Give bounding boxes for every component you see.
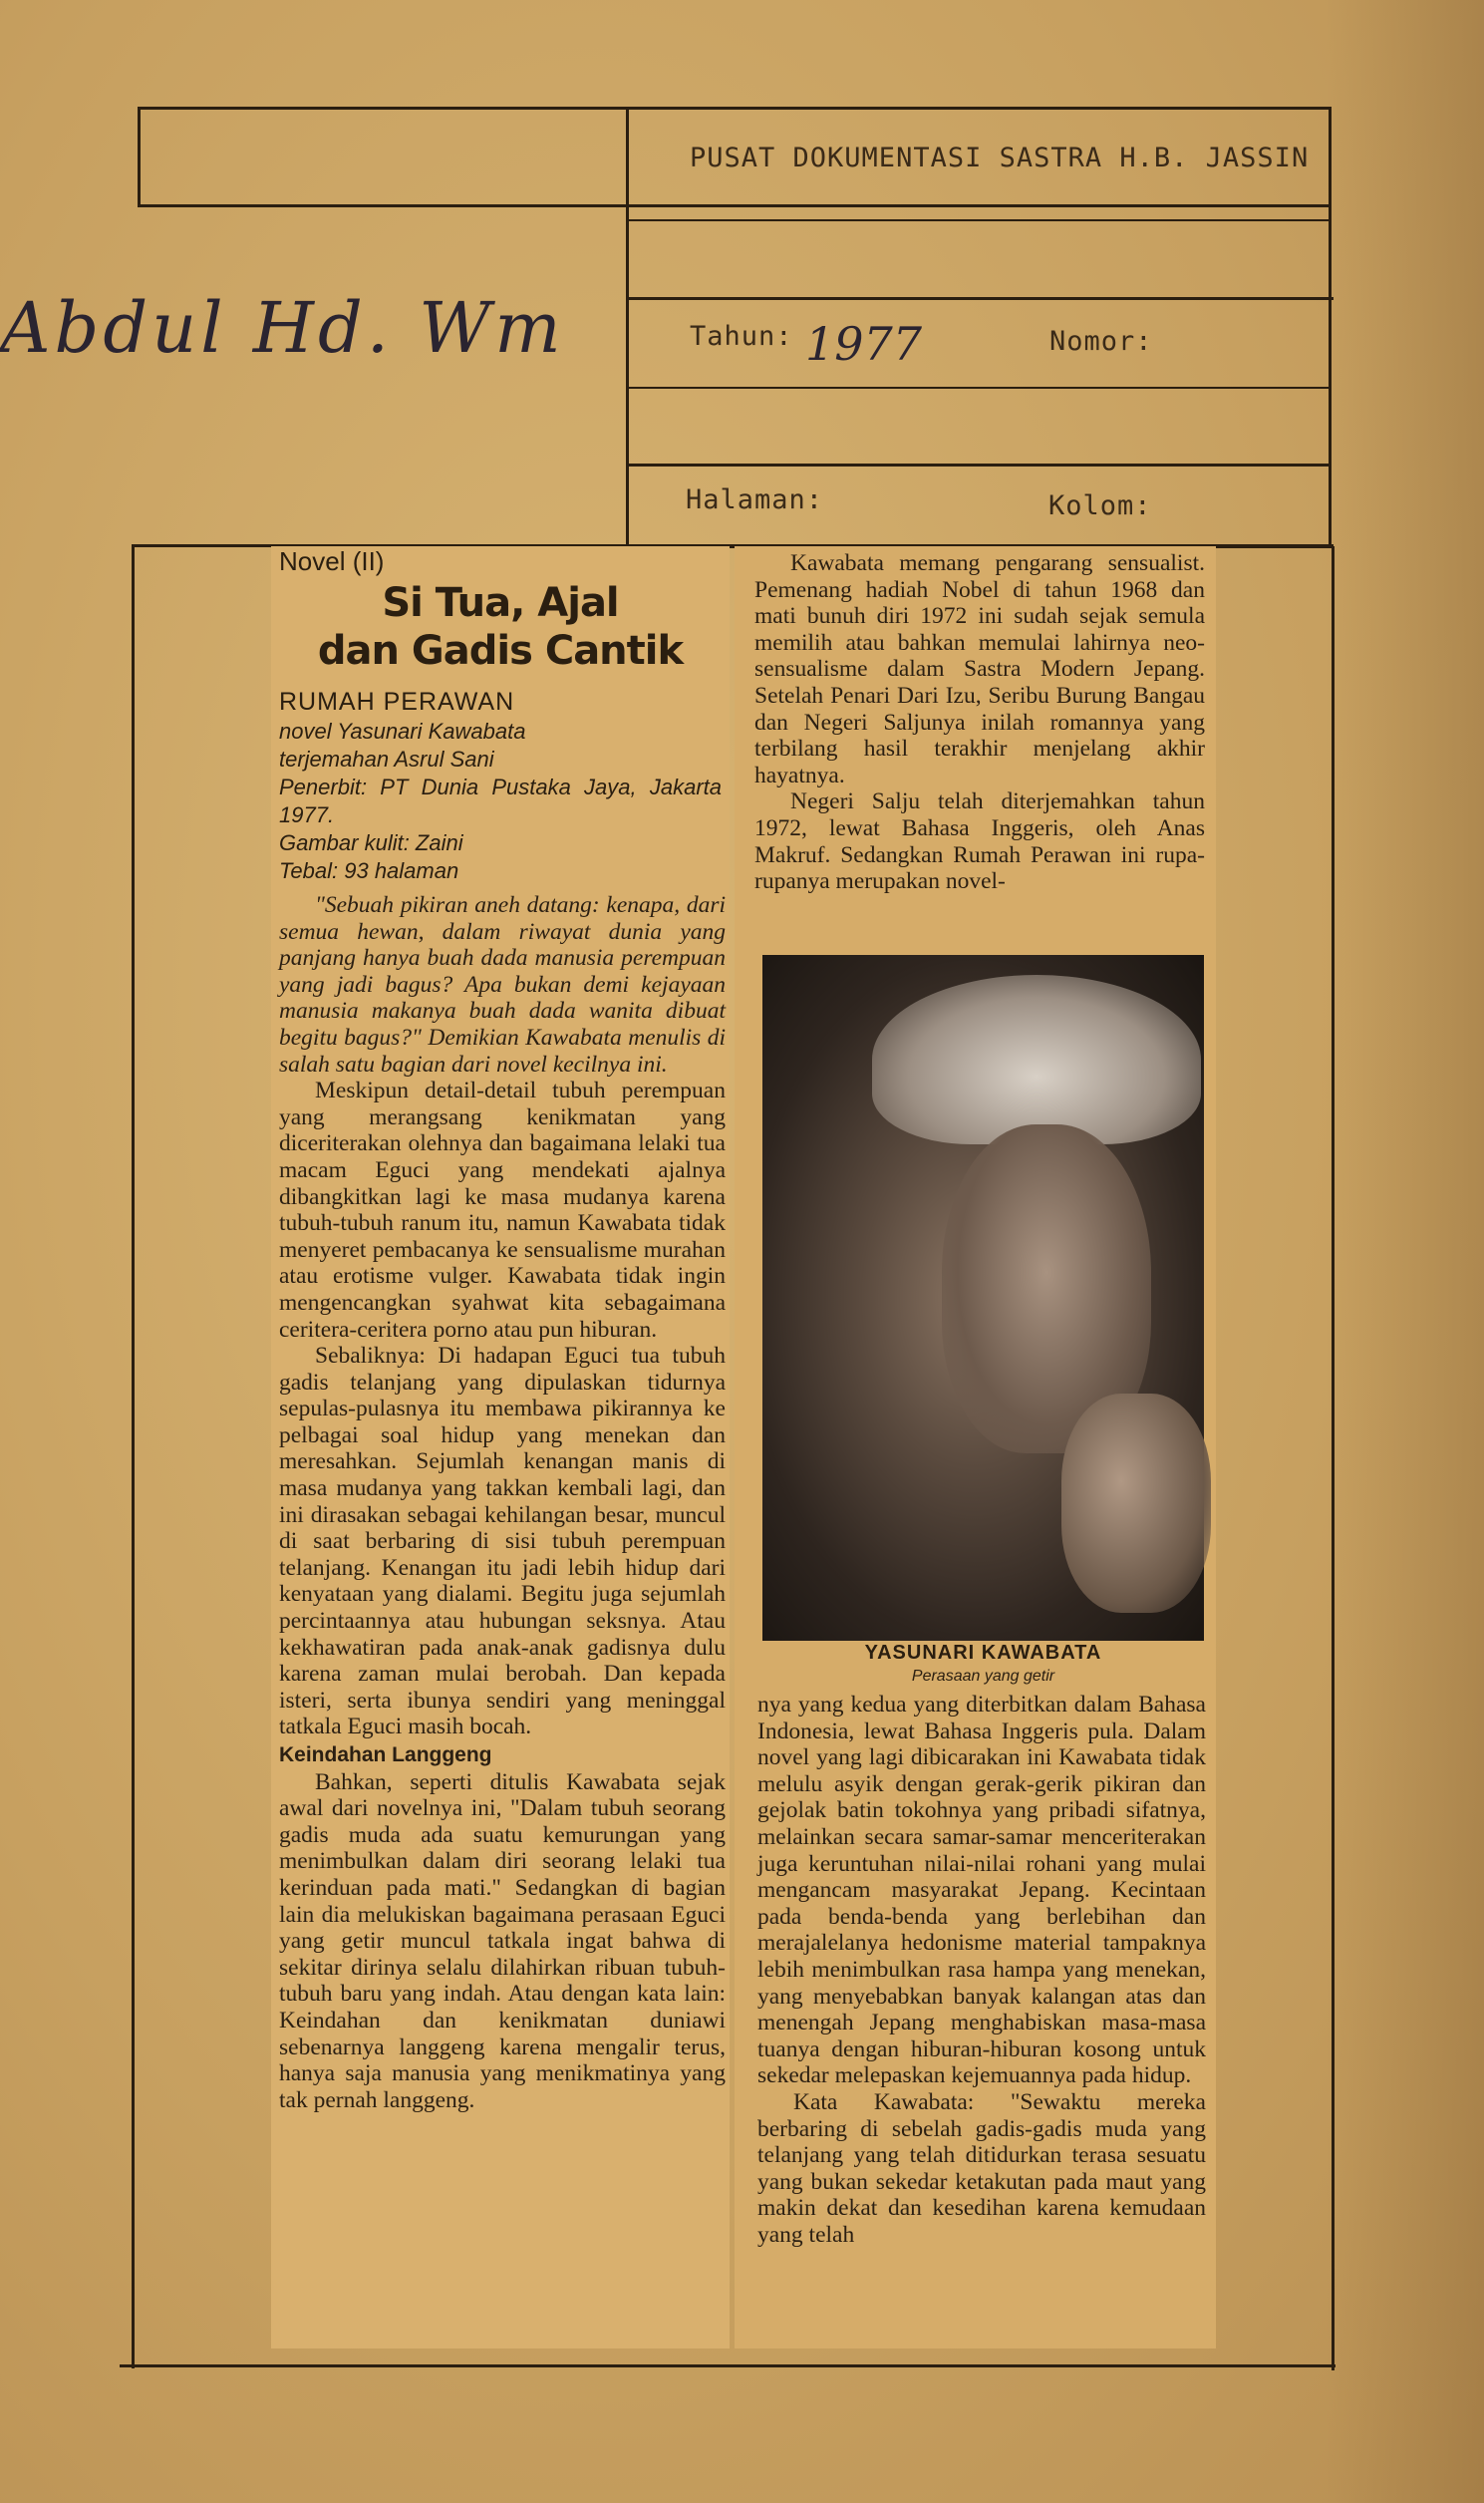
form-line-top xyxy=(138,107,1332,110)
column-label: Kolom: xyxy=(1048,490,1152,521)
book-title: RUMAH PERAWAN xyxy=(279,688,515,716)
form-line-row2 xyxy=(626,297,1334,300)
clipping-frame-left xyxy=(132,544,135,2368)
author-portrait-photo xyxy=(762,955,1204,1641)
article-title-line1: Si Tua, Ajal xyxy=(382,580,619,626)
form-line-divider xyxy=(626,107,629,545)
form-line-row3 xyxy=(626,387,1332,389)
form-line-right xyxy=(1329,110,1332,548)
right-body-column-bottom xyxy=(757,1692,1206,2248)
form-line-left xyxy=(138,107,141,206)
left-body-column xyxy=(279,892,726,2113)
form-line-mid xyxy=(138,204,1332,207)
form-line-row4 xyxy=(626,464,1332,467)
body-paragraph: "Sebuah pikiran aneh datang: kenapa, dari semua hewan, dalam riwayat dunia yang panjang hanya buah dada manusia perempuan yang jadi bagus? Apa bukan demi kejayaan manusia makanya buah dada wanita dibuat begitu bagus?" Demikian Kawabata menulis di salah satu bagian dari novel kecilnya ini. xyxy=(279,892,726,1078)
clipping-frame-right xyxy=(1332,546,1335,2370)
paper-edge-shadow xyxy=(1325,0,1484,2503)
credit-line: Penerbit: PT Dunia Pustaka Jaya, Jakarta 1977. xyxy=(279,775,722,827)
institution-stamp: PUSAT DOKUMENTASI SASTRA H.B. JASSIN xyxy=(690,143,1310,173)
article-title-line2: dan Gadis Cantik xyxy=(317,628,684,674)
photo-hand xyxy=(1061,1394,1211,1613)
year-value: 1977 xyxy=(805,317,923,371)
body-paragraph: Sebaliknya: Di hadapan Eguci tua tubuh gadis telanjang yang dipulaskan tidurnya sepulas-pulasnya itu membawa pikirannya ke pelbagai soal hidup yang menekan dan meresahkan. Sejumlah kenangan manis di masa mudanya yang takkan kembali lagi, dan ini dirasakan sebagai kehilangan besar, muncul di saat berbaring di sisi tubuh perempuan telanjang. Kenangan itu jadi lebih hidup dari kenyataan yang dialami. Begitu juga sejumlah percintaannya atau hubungan seksnya. Atau kekhawatiran pada anak-anak gadisnya dulu karena zaman mulai berobah. Dan kepada isteri, serta ibunya sendiri yang meninggal tatkala Eguci masih bocah. xyxy=(279,1343,726,1740)
body-paragraph: Bahkan, seperti ditulis Kawabata sejak awal dari novelnya ini, "Dalam tubuh seorang gadis muda ada suatu kemurungan yang menimbulkan dalam diri seorang lelaki tua kerinduan pada mati." Sedangkan di bagian lain dia melukiskan bagaimana perasaan Eguci yang getir muncul tatkala ingat bahwa di sekitar dirinya selalu dilahirkan ribuan tubuh-tubuh baru yang indah. Atau dengan kata lain: Keindahan dan kenikmatan duniawi sebenarnya langgeng karena mengalir terus, hanya saja manusia yang menikmatinya yang tak pernah langgeng. xyxy=(279,1768,726,2113)
photo-caption-sub: Perasaan yang getir xyxy=(911,1668,1055,1685)
year-label: Tahun: xyxy=(690,321,793,352)
series-label: Novel (II) xyxy=(279,546,385,576)
section-subheading: Keindahan Langgeng xyxy=(279,1743,492,1766)
right-body-column-top xyxy=(754,550,1205,895)
handwritten-author-name: Abdul Hd. Wm xyxy=(0,287,565,369)
credit-line: terjemahan Asrul Sani xyxy=(279,747,494,772)
credit-line: Gambar kulit: Zaini xyxy=(279,830,463,855)
credits-block xyxy=(279,718,722,885)
body-paragraph: Kawabata memang pengarang sensualist. Pemenang hadiah Nobel di tahun 1968 dan mati bunuh diri 1972 ini sudah sejak semula memilih atau bahkan memulai lahirnya neo-sensualisme dalam Sastra Modern Jepang. Setelah Penari Dari Izu, Seribu Burung Bangau dan Negeri Saljunya inilah romannya yang terbilang hasil terakhir menjelang akhir hayatnya. xyxy=(754,550,1205,788)
form-line-row1 xyxy=(626,219,1332,221)
page-label: Halaman: xyxy=(686,484,824,515)
body-paragraph: nya yang kedua yang diterbitkan dalam Bahasa Indonesia, lewat Bahasa Inggeris pula. Dalam novel yang lagi dibicarakan ini Kawabata tidak melulu asyik dengan gerak-gerik pikiran dan gejolak batin tokohnya yang pribadi sifatnya, melainkan secara samar-samar menceriterakan juga keruntuhan nilai-nilai rohani yang mulai mengancam masyarakat Jepang. Kecintaan pada benda-benda yang berlebihan dan merajalelanya hedonisme material tampaknya lebih menimbulkan rasa hampa yang menekan, yang menyebabkan banyak kalangan atas dan menengah Jepang menghabiskan masa-masa tuanya dengan hiburan-hiburan kosong untuk sekedar melepaskan kejemuannya pada hidup. xyxy=(757,1692,1206,2089)
photo-hair xyxy=(872,975,1201,1144)
number-label: Nomor: xyxy=(1049,326,1153,357)
body-paragraph: Kata Kawabata: "Sewaktu mereka berbaring di sebelah gadis-gadis muda yang telanjang yang telah ditidurkan terasa sesuatu yang bukan sekedar ketakutan pada maut yang makin dekat dan kesedihan karena kemudaan yang telah xyxy=(757,2088,1206,2248)
clipping-frame-bottom xyxy=(120,2364,1336,2367)
body-paragraph: Negeri Salju telah diterjemahkan tahun 1972, lewat Bahasa Inggeris, oleh Anas Makruf. Sedangkan Rumah Perawan ini rupa-rupanya merupakan novel- xyxy=(754,788,1205,895)
credit-line: Tebal: 93 halaman xyxy=(279,858,459,883)
credit-line: novel Yasunari Kawabata xyxy=(279,719,526,744)
body-paragraph: Meskipun detail-detail tubuh perempuan yang merangsang kenikmatan yang diceriterakan olehnya dan bagaimana lelaki tua macam Eguci yang mendekati ajalnya dibangkitkan lagi ke masa mudanya karena tubuh-tubuh ranum itu, namun Kawabata tidak menyeret pembacanya ke sensualisme murahan atau erotisme vulger. Kawabata tidak ingin mengencangkan syahwat kita sebagaimana ceritera-ceritera porno atau pun hiburan. xyxy=(279,1078,726,1343)
photo-caption-name: YASUNARI KAWABATA xyxy=(864,1642,1102,1664)
